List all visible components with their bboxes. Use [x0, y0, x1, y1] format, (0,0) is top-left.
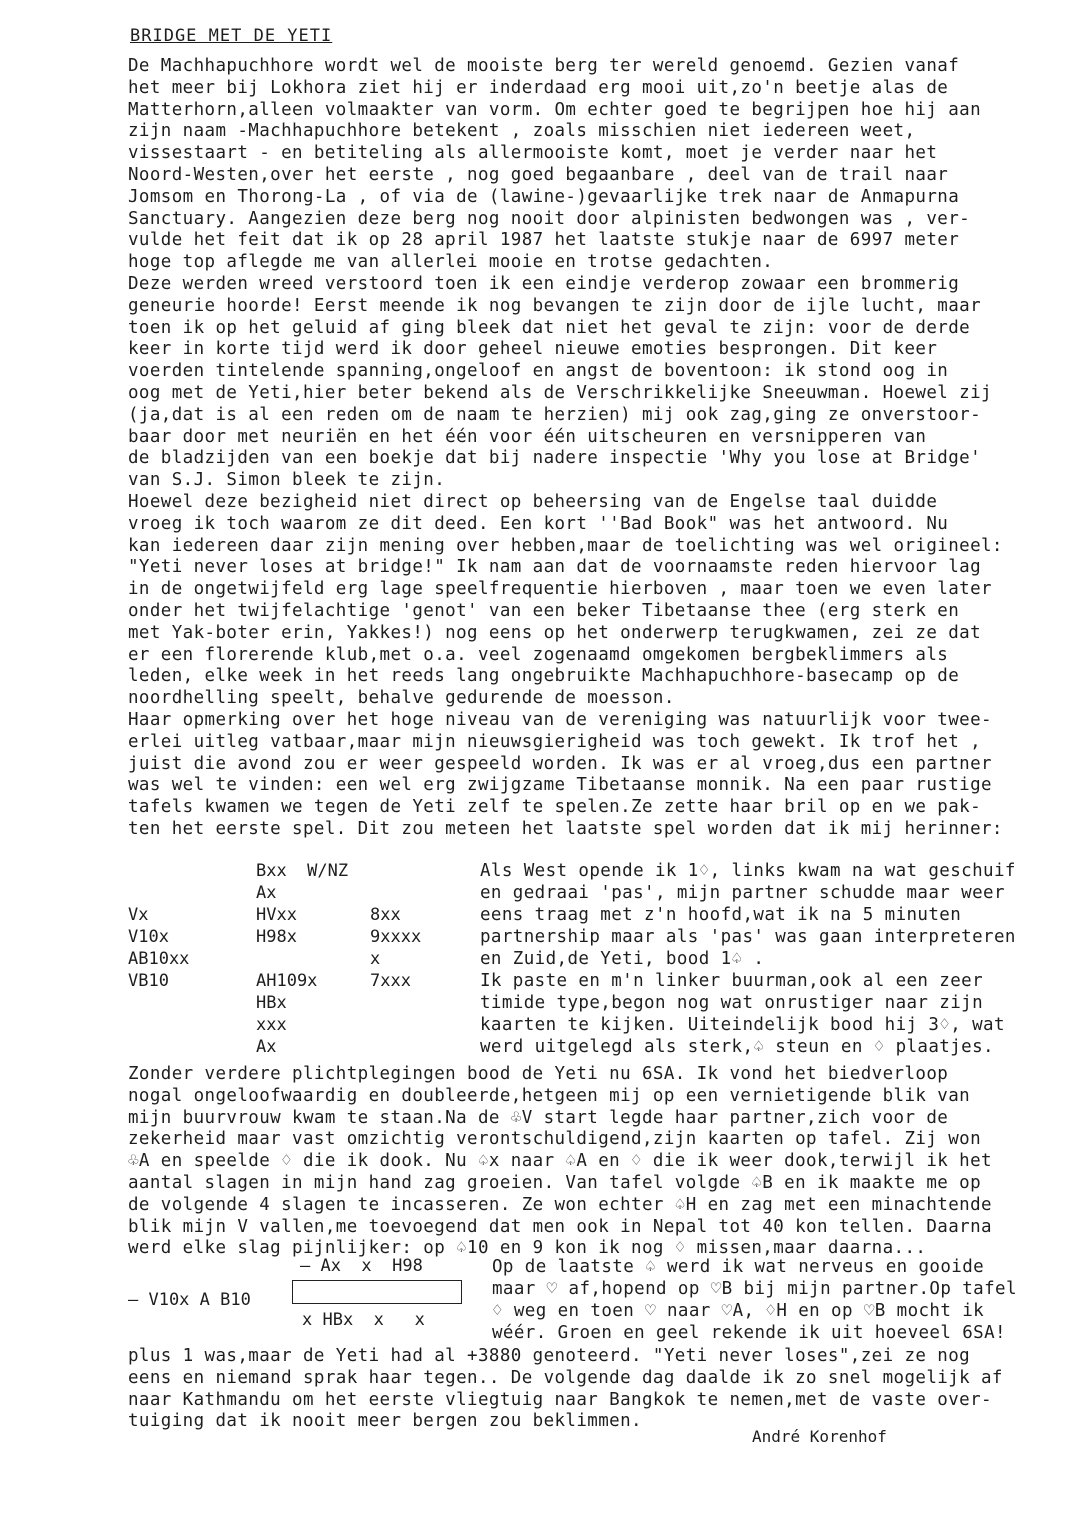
author-signature: André Korenhof: [752, 1427, 887, 1446]
ending-west: — V10x A B10: [128, 1290, 251, 1310]
ending-south: x HBx x x: [302, 1310, 425, 1330]
article-title: BRIDGE MET DE YETI: [130, 26, 333, 46]
hand-east: 8xx 9xxxx x 7xxx: [370, 905, 422, 991]
paragraph-play: Zonder verdere plichtplegingen bood de Yeti nu 6SA. Ik vond het biedverloop nogal ongeloofwaardig en doubleerde,hetgeen mij op een vernietigende blik van mijn buurvrouw kwam te staan.Na de ♧V start legde haar partner,zich voor de zekerheid maar vast omzichtig verontschuldigend,zijn kaarten op tafel. Zij won ♧A en speelde ♢ die ik dook. Nu ♤x naar ♤A en ♢ die ik weer dook,terwijl ik het aantal slagen in mijn hand zag groeien. Van tafel volgde ♤B en ik maakte me op de volgende 4 slagen te incasseren. Ze won echter ♤H en zag met een minachtende blik mijn V vallen,me toevoegend dat men ook in Nepal tot 40 kon tellen. Daarna werd elke slag pijnlijker: op ♤10 en 9 kon ik nog ♢ missen,maar daarna...: [128, 1064, 992, 1259]
ending-north: — Ax x H98: [300, 1256, 423, 1276]
ending-table-box: [292, 1280, 462, 1304]
paragraph-conclusion: plus 1 was,maar de Yeti had al +3880 genoteerd. "Yeti never loses",zei ze nog eens en niemand sprak haar tegen.. De volgende dag daalde ik zo snel mogelijk af naar Kathmandu om het eerste vliegtuig naar Bangkok te nemen,met de vaste over- tuiging dat ik nooit meer bergen zou beklimmen.: [128, 1346, 1003, 1432]
hand-south: AH109x HBx xxx Ax: [256, 971, 318, 1057]
ending-narrative: Op de laatste ♤ werd ik wat nerveus en gooide maar ♡ af,hopend op ♡B bij mijn partner.Op tafel ♢ weg en toen ♡ naar ♡A, ♢H en op ♡B mocht ik wéér. Groen en geel rekende ik uit hoeveel 6SA!: [492, 1257, 1017, 1343]
hand-west: Vx V10x AB10xx VB10: [128, 905, 190, 991]
paragraph-intro: De Machhapuchhore wordt wel de mooiste berg ter wereld genoemd. Gezien vanaf het meer bij Lokhora ziet hij er inderdaad erg mooi uit,zo'n beetje alas de Matterhorn,alleen volmaakter van vorm. Om echter goed te begrijpen hoe hij aan zijn naam -Machhapuchhore betekent , zoals misschien niet iedereen weet, vissestaart - en betiteling als allermooiste komt, moet je verder naar het Noord-Westen,over het eerste , nog goed begaanbare , deel van de trail naar Jomsom en Thorong-La , of via de (lawine-)gevaarlijke trek naar de Anmapurna Sanctuary. Aangezien deze berg nog nooit door alpinisten bedwongen was , ver- vulde het feit dat ik op 28 april 1987 het laatste stukje naar de 6997 meter hoge top aflegde me van allerlei mooie en trotse gedachten. Deze werden wreed verstoord toen ik een eindje verderop zowaar een brommerig geneurie hoorde! Eerst meende ik nog bevangen te zijn door de ijle lucht, maar toen ik op het geluid af ging bleek dat niet het geval te zijn: voor de derde keer in korte tijd werd ik door geheel nieuwe emoties besprongen. Dit keer voerden tintelende spanning,ongeloof en angst de boventoon: ik stond oog in oog met de Yeti,hier beter bekend als de Verschrikkelijke Sneeuwman. Hoewel zij (ja,dat is al een reden om de naam te herzien) mij ook zag,ging ze onverstoor- baar door met neuriën en het één voor één uitscheuren en versnipperen van de bladzijden van een boekje dat bij nadere inspectie 'Why you lose at Bridge' van S.J. Simon bleek te zijn. Hoewel deze bezigheid niet direct op beheersing van de Engelse taal duidde vroeg ik toch waarom ze dit deed. Een kort ''Bad Book" was het antwoord. Nu kan iedereen daar zijn mening over hebben,maar de toelichting was wel origineel: "Yeti never loses at bridge!" Ik nam aan dat de voornaamste reden hiervoor lag in de ongetwijfeld erg lage speelfrequentie hierboven , maar toen we even later onder het twijfelachtige 'genot' van een beker Tibetaanse thee (erg sterk en met Yak-boter erin, Yakkes!) nog eens op het onderwerp terugkwamen, zei ze dat er een florerende klub,met o.a. veel zogenaamd omgekomen bergbeklimmers als leden, elke week in het reeds lang ongebruikte Machhapuchhore-basecamp op de noordhelling speelt, behalve gedurende de moesson. Haar opmerking over het hoge niveau van de vereniging was natuurlijk voor twee- erlei uitleg vatbaar,maar mijn nieuwsgierigheid was toch gewekt. Ik trof het , juist die avond zou er weer gespeeld worden. Ik was er al vroeg,dus een partner was wel te vinden: een wel erg zwijgzame Tibetaanse monnik. Na een paar rustige tafels kwamen we tegen de Yeti zelf te spelen.Ze zette haar bril op en we pak- ten het eerste spel. Dit zou meteen het laatste spel worden dat ik mij herinner:: [128, 56, 1003, 839]
hand-north: Bxx W/NZ Ax HVxx H98x: [256, 861, 349, 947]
deal-narrative: Als West opende ik 1♢, links kwam na wat geschuif en gedraai 'pas', mijn partner schudde maar weer eens traag met z'n hoofd,wat ik na 5 minuten partnership maar als 'pas' was gaan interpreteren en Zuid,de Yeti, bood 1♤ . Ik paste en m'n linker buurman,ook al een zeer timide type,begon nog wat onrustiger naar zijn kaarten te kijken. Uiteindelijk bood hij 3♢, wat werd uitgelegd als sterk,♤ steun en ♢ plaatjes.: [480, 861, 1016, 1057]
